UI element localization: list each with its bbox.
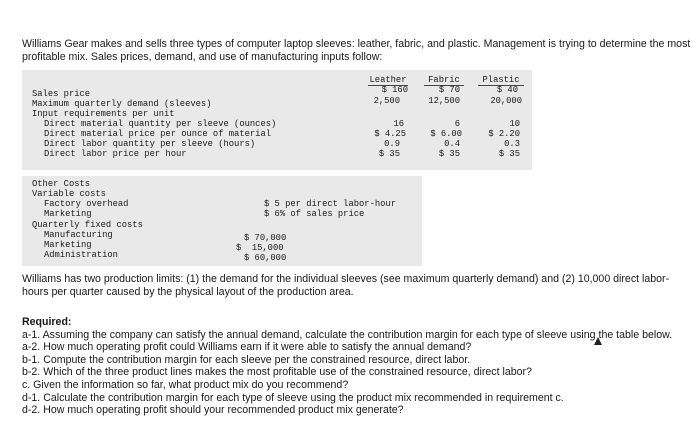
mouse-cursor-icon [594, 337, 602, 345]
cell-plastic: $ 40 [496, 85, 518, 95]
other-costs-title: Other Costs [32, 179, 91, 189]
row-label: Maximum quarterly demand (sleeves) [32, 99, 212, 109]
row-label: Input requirements per unit [32, 109, 175, 119]
cell-leather: $ 4.25 [374, 129, 406, 139]
requirement-item: c. Given the information so far, what product mix do you recommend? [22, 378, 349, 391]
cell-fabric: $ 6.00 [430, 129, 462, 139]
cell-plastic: 10 [509, 119, 520, 129]
cell-plastic: $ 35 [498, 149, 520, 159]
variable-costs-title: Variable costs [32, 189, 106, 199]
factory-overhead-value: $ 5 per direct labor-hour [264, 199, 396, 209]
cell-leather: 2,500 [373, 96, 400, 106]
administration-label: Administration [44, 250, 118, 260]
cell-fabric: 12,500 [428, 96, 460, 106]
cell-plastic: $ 2.20 [488, 129, 520, 139]
cell-leather: $ 35 [378, 149, 400, 159]
cell-leather: 0.9 [384, 139, 400, 149]
requirement-item: d-2. How much operating profit should your recommended product mix generate? [22, 404, 404, 417]
cell-fabric: $ 35 [438, 149, 460, 159]
intro-paragraph: Williams Gear makes and sells three types of computer laptop sleeves: leather, fabric, and plastic. Management is trying to determine the most profitable mix. Sales prices, demand, and use of manufacturing inputs follow: [22, 38, 691, 63]
required-section [22, 316, 694, 417]
cell-leather: $ 160 [381, 85, 408, 95]
production-limits-paragraph: Williams has two production limits: (1) the demand for the individual sleeves (see maximum quarterly demand) and (2) 10,000 direct labor-hours per quarter caused by the physical layout of the production area. [22, 273, 670, 298]
factory-overhead-label: Factory overhead [44, 199, 129, 209]
requirement-item: d-1. Calculate the contribution margin for each type of sleeve using the product mix recommended in requirement c. [22, 391, 564, 404]
manufacturing-label: Manufacturing [44, 230, 113, 240]
cell-plastic: 0.3 [504, 139, 520, 149]
manufacturing-value: $ 70,000 [244, 233, 287, 243]
row-label: Direct material quantity per sleeve (ounces) [44, 119, 277, 129]
header-plastic: Plastic [478, 75, 524, 86]
row-label: Sales price [32, 89, 91, 99]
header-fabric: Fabric [424, 75, 464, 86]
row-label: Direct material price per ounce of material [44, 129, 271, 139]
cell-fabric: $ 70 [438, 85, 460, 95]
marketing-fixed-label: Marketing [44, 240, 92, 250]
other-costs-table [22, 176, 422, 266]
requirement-item: a-2. How much operating profit could Williams earn if it were able to satisfy the annual demand? [22, 341, 472, 354]
row-label: Direct labor price per hour [44, 149, 187, 159]
fixed-costs-title: Quarterly fixed costs [32, 220, 143, 230]
requirement-item: b-2. Which of the three product lines makes the most profitable use of the constrained resource, direct labor? [22, 366, 532, 379]
cell-plastic: 20,000 [490, 96, 522, 106]
marketing-variable-label: Marketing [44, 209, 92, 219]
product-data-table [22, 70, 532, 170]
marketing-variable-value: $ 6% of sales price [264, 209, 365, 219]
administration-value: $ 60,000 [244, 253, 287, 263]
cell-fabric: 0.4 [444, 139, 460, 149]
requirement-item: b-1. Compute the contribution margin for each sleeve per the constrained resource, direct labor. [22, 353, 471, 366]
header-leather: Leather [369, 75, 407, 85]
row-label: Direct labor quantity per sleeve (hours) [44, 139, 256, 149]
cell-leather: 16 [393, 119, 404, 129]
marketing-fixed-value: $ 15,000 [236, 243, 284, 253]
required-title: Required: [22, 316, 72, 328]
requirement-item: a-1. Assuming the company can satisfy the annual demand, calculate the contribution margin for each type of sleeve using the table below. [22, 328, 673, 341]
cell-fabric: 6 [454, 119, 460, 129]
